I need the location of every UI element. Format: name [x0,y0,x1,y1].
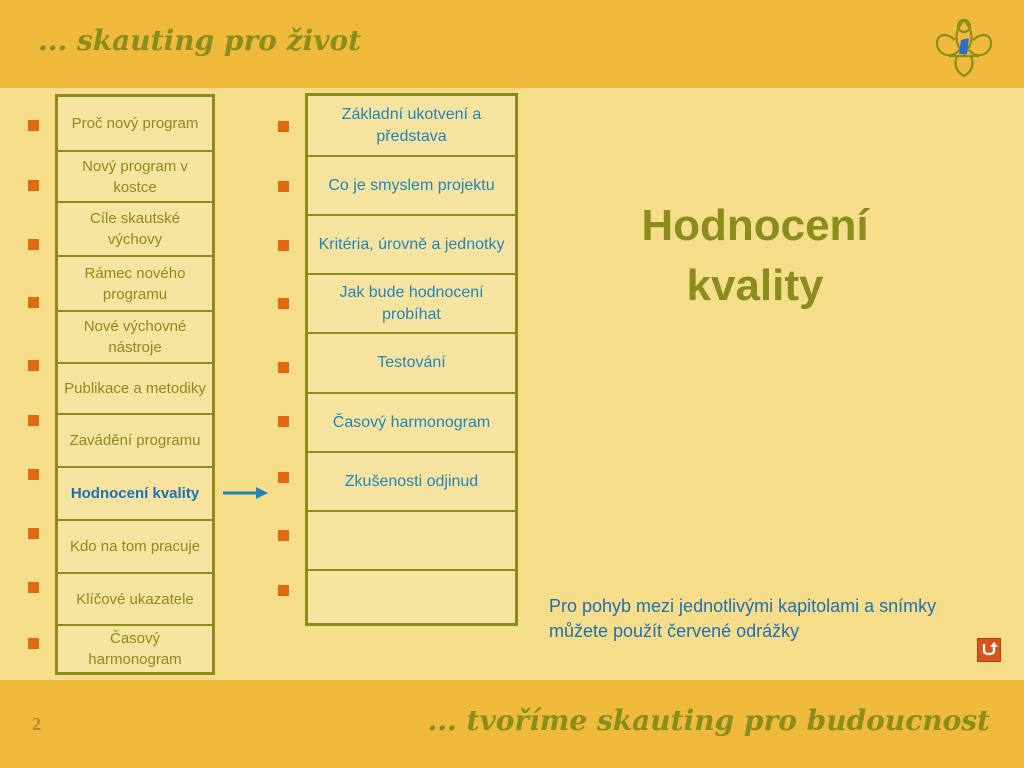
current-chapter-arrow-icon [223,486,269,500]
scout-lily-logo [931,10,997,80]
subchapter-item[interactable] [308,569,515,628]
chapter-item[interactable]: Zavádění programu [58,413,212,466]
chapter-item[interactable]: Proč nový program [71,115,199,132]
chapter-item[interactable]: Publikace a metodiky [58,362,212,413]
chapter-bullet-icon[interactable] [28,180,39,191]
chapter-item[interactable]: Rámec nového programu [58,255,212,310]
header-slogan: ... skauting pro život [38,24,362,57]
subchapter-bullet-icon[interactable] [278,362,289,373]
subchapter-bullet-icon[interactable] [278,121,289,132]
chapter-bullet-icon[interactable] [28,469,39,480]
page-number: 2 [32,714,41,734]
chapter-item[interactable]: Časový harmonogram [58,624,212,672]
subchapter-item[interactable] [308,510,515,569]
return-arrow-icon [980,641,998,659]
chapter-item[interactable]: Kdo na tom pracuje [58,519,212,572]
subchapter-bullet-icon[interactable] [278,298,289,309]
return-button[interactable] [977,638,1001,662]
chapter-bullet-icon[interactable] [28,415,39,426]
subchapter-item[interactable]: Kritéria, úrovně a jednotky [308,214,515,273]
subchapter-item[interactable]: Zkušenosti odjinud [308,451,515,510]
subchapter-list [305,93,518,626]
subchapter-item[interactable]: Časový harmonogram [308,392,515,451]
navigation-hint: Pro pohyb mezi jednotlivými kapitolami a snímky můžete použít červené odrážky [549,596,937,641]
chapter-item[interactable]: Nový program v kostce [58,150,212,201]
footer-slogan: ... tvoříme skauting pro budoucnost [427,704,990,737]
chapter-bullet-icon[interactable] [28,297,39,308]
subchapter-bullet-icon[interactable] [278,472,289,483]
chapter-item[interactable]: Cíle skautské výchovy [58,201,212,255]
chapter-bullet-icon[interactable] [28,239,39,250]
subchapter-bullet-icon[interactable] [278,181,289,192]
subchapter-bullet-icon[interactable] [278,530,289,541]
chapter-item[interactable]: Nové výchovné nástroje [58,310,212,362]
subchapter-item[interactable]: Co je smyslem projektu [308,155,515,214]
chapter-bullet-icon[interactable] [28,120,39,131]
chapter-bullet-icon[interactable] [28,582,39,593]
chapter-bullet-icon[interactable] [28,528,39,539]
subchapter-item[interactable]: Testování [308,332,515,392]
chapter-item[interactable]: Klíčové ukazatele [58,572,212,624]
chapter-item[interactable]: Hodnocení kvality [58,466,212,519]
subchapter-bullet-icon[interactable] [278,240,289,251]
subchapter-item[interactable]: Jak bude hodnocení probíhat [308,273,515,332]
chapter-bullet-icon[interactable] [28,638,39,649]
slide-title: Hodnocení kvality [641,201,869,310]
chapter-bullet-icon[interactable] [28,360,39,371]
subchapter-bullet-icon[interactable] [278,416,289,427]
chapter-list [55,94,215,675]
subchapter-bullet-icon[interactable] [278,585,289,596]
subchapter-item[interactable]: Základní ukotvení a představa [341,105,482,145]
